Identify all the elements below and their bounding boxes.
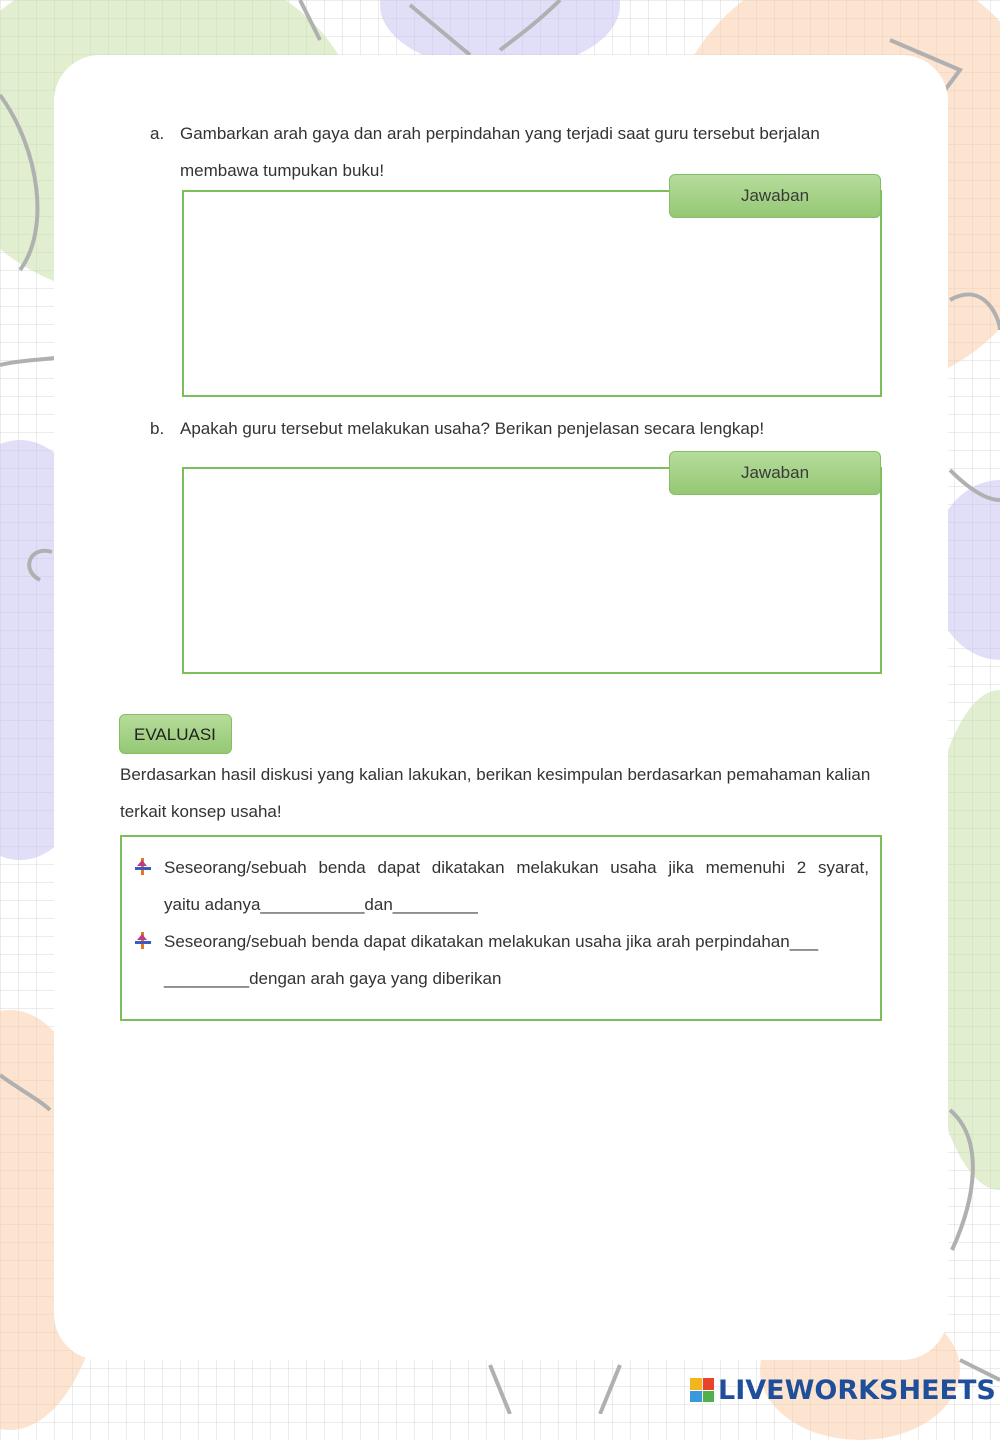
conclusion-bullet-2-line-1[interactable]: Seseorang/sebuah benda dapat dikatakan melakukan usaha jika arah perpindahan___ — [164, 932, 819, 951]
conclusion-bullet-1-line-2[interactable]: yaitu adanya___________dan_________ — [164, 895, 478, 914]
bullet-arrow-icon — [133, 857, 153, 877]
liveworksheets-logo — [690, 1374, 996, 1406]
answer-box-a[interactable] — [182, 190, 882, 397]
answer-box-b[interactable] — [182, 467, 882, 674]
conclusion-bullet-1-line-1: Seseorang/sebuah benda dapat dikatakan melakukan usaha jika memenuhi 2 syarat, — [164, 858, 869, 877]
question-b — [150, 410, 890, 447]
answer-label-b: Jawaban — [669, 451, 881, 495]
question-b-text: Apakah guru tersebut melakukan usaha? Berikan penjelasan secara lengkap! — [180, 419, 765, 438]
bullet-arrow-icon — [133, 931, 153, 951]
question-b-number: b. — [150, 419, 165, 438]
question-a-text: Gambarkan arah gaya dan arah perpindahan yang terjadi saat guru tersebut berjalan membawa tumpukan buku! — [180, 124, 820, 180]
question-a-number: a. — [150, 124, 165, 143]
liveworksheets-wordmark: LIVEWORKSHEETS — [718, 1374, 996, 1406]
evaluasi-instruction: Berdasarkan hasil diskusi yang kalian lakukan, berikan kesimpulan berdasarkan pemahaman kalian terkait konsep usaha! — [120, 765, 871, 821]
conclusion-bullet-2-line-2[interactable]: _________dengan arah gaya yang diberikan — [164, 969, 502, 988]
answer-label-a: Jawaban — [669, 174, 881, 218]
evaluasi-label: EVALUASI — [119, 714, 232, 754]
liveworksheets-logo-icon — [690, 1378, 714, 1402]
